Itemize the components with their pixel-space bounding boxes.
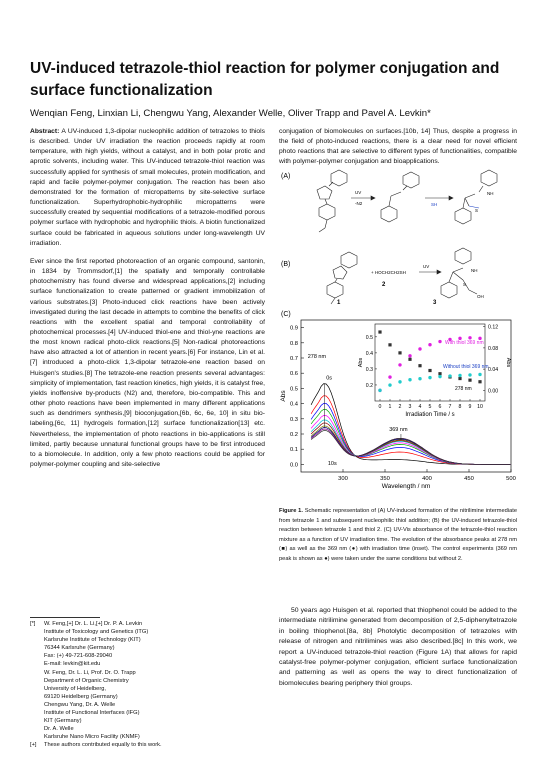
inset-y-left-label: Abs — [358, 357, 364, 368]
y-tick-label: 0.0 — [289, 462, 298, 469]
x-tick-label: 300 — [338, 476, 348, 482]
y-tick-label: 0.8 — [289, 340, 298, 347]
affiliation-marker — [30, 693, 44, 701]
inset-y-left-tick-label: 0.4 — [365, 350, 373, 357]
affiliation-marker — [30, 733, 44, 741]
affiliation-line — [30, 741, 270, 749]
affiliation-marker — [30, 636, 44, 644]
affiliation-text: Karlsruhe Institute of Technology (KIT) — [44, 637, 141, 644]
inset-x-tick-label: 3 — [408, 404, 412, 410]
affiliation-text: Institute of Toxicology and Genetics (ITG) — [44, 629, 149, 636]
affiliation-text: Fax: (+) 49-721-608-29040 — [44, 653, 113, 660]
left-column — [30, 127, 265, 478]
affiliation-line — [30, 693, 270, 701]
inset-x-tick-label: 5 — [428, 404, 432, 410]
affiliation-marker — [30, 725, 44, 733]
affiliation-text: Chengwu Yang, Dr. A. Welle — [44, 701, 116, 708]
inset-point-square — [418, 364, 421, 367]
affiliation-text: Karlsruhe Nano Micro Facility (KNMF) — [44, 734, 140, 741]
phenyl-ring-a1 — [331, 170, 347, 186]
annotation-0s: 0s — [326, 375, 333, 382]
inset-x-axis-label: Irradiation Time / s — [405, 412, 455, 418]
aryl-ring-a2 — [381, 206, 397, 222]
aryl-ring-b2 — [441, 282, 457, 298]
aryl-ring-a1 — [319, 204, 335, 220]
affiliation-line — [30, 644, 270, 652]
inset-x-tick-label: 8 — [458, 404, 462, 410]
right-paragraph-2 — [279, 606, 517, 689]
affiliation-marker — [30, 644, 44, 652]
affiliation-text: E-mail: levkin@kit.edu — [44, 661, 101, 668]
affiliation-text: Department of Organic Chemistry — [44, 677, 129, 684]
affiliation-line — [30, 669, 270, 677]
phenyl-ring-a3 — [481, 170, 497, 186]
aryl-ring-a3 — [455, 208, 471, 224]
affiliation-text: 76344 Karlsruhe (Germany) — [44, 645, 115, 652]
inset-point-circle — [388, 375, 391, 378]
inset-point-circle — [428, 376, 431, 379]
affiliation-line — [30, 725, 270, 733]
inset-point-circle — [378, 389, 381, 392]
inset-point-square — [458, 377, 461, 380]
affiliation-line — [30, 709, 270, 717]
inset-point-square — [388, 343, 391, 346]
panel-a-label: (A) — [281, 173, 291, 180]
footnote-divider — [30, 617, 100, 618]
author-list: Wenqian Feng, Linxian Li, Chengwu Yang, Alexander Welle, Oliver Trapp and Pavel A. Levkin* — [30, 108, 431, 119]
y-tick-label: 0.3 — [289, 416, 298, 423]
inset-point-circle — [468, 373, 471, 376]
product-a-nh: NH — [487, 191, 494, 196]
affiliation-marker: [*] — [30, 621, 36, 627]
caption-text: Schematic representation of (A) UV-induced formation of the nitrilimine intermediate from tetrazole 1 and subsequent nucleophilic thiol addition; (B) the UV-induced tetrazole-thiol reaction between tetrazole 1 and thiol 2. (C) UV-Vis absorbance of the tetrazole-thiol reaction mixture as a function of UV irradiation time. The evolution of the absorbance peaks at 278 nm (■) as well as the 369 nm (●) with irradiation time (inset). The control experiments (369 nm peak is shown as ●) were taken under the same conditions but without 2. — [279, 508, 517, 562]
affiliations — [30, 620, 270, 750]
compound-1-label: 1 — [337, 300, 341, 306]
inset-point-square — [438, 372, 441, 375]
inset-point-circle — [408, 354, 411, 357]
affiliation-line — [30, 620, 270, 628]
y-tick-label: 0.9 — [289, 325, 298, 332]
inset-point-square — [478, 380, 481, 383]
paper-title: UV-induced tetrazole-thiol reaction for polymer conjugation and surface functionalization — [30, 60, 500, 99]
affiliation-marker — [30, 628, 44, 636]
inset-y-right-label: Abs — [505, 357, 511, 368]
figure-1 — [279, 168, 519, 504]
x-tick-label: 400 — [422, 476, 432, 482]
affiliation-line — [30, 701, 270, 709]
spectrum-line — [311, 415, 510, 464]
tetrazole-ring-b — [333, 266, 347, 279]
panel-c-label: (C) — [281, 311, 291, 318]
y-tick-label: 0.4 — [289, 401, 298, 408]
aryl-ring-b1 — [327, 282, 343, 298]
inset-point-square — [408, 358, 411, 361]
inset-point-circle — [438, 375, 441, 378]
inset-point-circle — [458, 374, 461, 377]
inset-y-left-tick-label: 0.5 — [365, 334, 373, 341]
affiliation-line — [30, 628, 270, 636]
product-a-s: S — [475, 208, 479, 213]
inset-point-square — [378, 330, 381, 333]
affiliation-text: KIT (Germany) — [44, 718, 82, 725]
affiliation-line — [30, 652, 270, 660]
affiliation-marker: [+] — [30, 742, 37, 749]
inset-x-tick-label: 4 — [418, 404, 422, 410]
inset-x-tick-label: 10 — [477, 404, 483, 410]
scheme-b-reagent: + HOCH2CH2SH — [371, 270, 406, 275]
y-tick-label: 0.2 — [289, 432, 298, 438]
phenyl-ring-b2 — [455, 248, 471, 264]
inset-y-left-tick-label: 0.2 — [365, 382, 373, 389]
abstract-paragraph — [30, 127, 265, 249]
affiliation-marker — [30, 709, 44, 717]
spectrum-line — [311, 431, 510, 468]
affiliation-line — [30, 685, 270, 693]
annotation-369nm: 369 nm — [389, 426, 408, 433]
affiliation-line — [30, 660, 270, 668]
inset-x-tick-label: 6 — [438, 404, 442, 410]
inset-y-left-tick-label: 0.3 — [365, 366, 373, 373]
inset-x-tick-label: 7 — [448, 404, 452, 410]
compound-3-label: 3 — [433, 300, 437, 306]
inset-label-278nm: 278 nm — [455, 386, 472, 392]
y-tick-label: 0.5 — [289, 386, 298, 393]
right-paragraph-1: conjugation of biomolecules on surfaces.[10b, 14] Thus, despite a progress in the field of photo-induced reactions, there is a clear need for novel efficient photo reactions that are selective to different types of functionalities, compatible with polymer-polymer conjugation and bioapplications. — [279, 128, 517, 166]
scheme-a — [317, 170, 497, 232]
annotation-278nm: 278 nm — [307, 354, 327, 360]
x-tick-label: 500 — [506, 476, 516, 482]
compound-3-nh: NH — [471, 268, 478, 273]
arrow-b-uv: UV — [423, 264, 430, 269]
compound-2-label: 2 — [382, 282, 386, 288]
affiliation-marker — [30, 685, 44, 693]
affiliation-marker — [30, 701, 44, 709]
uv-vis-chart — [280, 320, 516, 490]
inset-label-without-thiol: Without thiol 369 nm — [443, 364, 489, 370]
x-tick-label: 350 — [380, 476, 390, 482]
arrow-a1-uv: UV — [355, 190, 362, 195]
affiliation-text: University of Heidelberg, — [44, 685, 106, 692]
inset-y-right-tick-label: 0.00 — [488, 388, 499, 395]
affiliation-marker — [30, 677, 44, 685]
affiliation-text: Institute of Functional Interfaces (IFG) — [44, 710, 140, 717]
inset-point-circle — [388, 383, 391, 386]
x-tick-label: 450 — [464, 476, 474, 482]
scheme-b — [327, 248, 477, 304]
compound-3-oh: OH — [477, 294, 484, 299]
affiliation-line — [30, 636, 270, 644]
inset-point-square — [398, 351, 401, 354]
affiliation-text: W. Feng,[+] Dr. L. Li,[+] Dr. P. A. Levkin — [44, 621, 143, 627]
inset-point-circle — [418, 377, 421, 380]
affiliation-text: Dr. A. Welle — [44, 726, 74, 733]
y-axis-label: Abs — [280, 390, 287, 402]
phenyl-ring-a2 — [403, 172, 419, 188]
y-tick-label: 0.7 — [289, 356, 298, 362]
inset-point-circle — [408, 378, 411, 381]
inset-label-with-thiol: With thiol 369 nm — [445, 340, 484, 346]
affiliation-marker — [30, 669, 44, 677]
compound-3-s: S — [463, 282, 467, 287]
inset-y-right-tick-label: 0.08 — [488, 345, 499, 352]
inset-point-square — [428, 369, 431, 372]
phenyl-ring-b1 — [341, 252, 357, 268]
inset-point-circle — [478, 373, 481, 376]
affiliation-text: 69120 Heidelberg (Germany) — [44, 693, 118, 700]
inset-point-circle — [428, 343, 431, 346]
inset-point-circle — [418, 347, 421, 350]
x-axis-label: Wavelength / nm — [381, 483, 431, 490]
inset-point-circle — [468, 336, 471, 339]
affiliation-text: These authors contributed equally to this work. — [44, 742, 162, 749]
y-tick-label: 0.6 — [289, 371, 298, 378]
figure-caption — [279, 507, 517, 564]
y-tick-label: 0.1 — [289, 447, 298, 454]
inset-x-tick-label: 1 — [388, 404, 392, 410]
affiliation-line — [30, 733, 270, 741]
affiliation-line — [30, 677, 270, 685]
inset-point-circle — [448, 374, 451, 377]
intro-paragraph: Ever since the first reported photoreaction of an organic compound, santonin, in 1834 by Trommsdorf,[1] the spatially and temporally controllable photochemistry has found diverse and widespread applications,[2] including surface functionalization to create patterned or gradient immobilization of various substrates.[3] Photo-induced click reactions have been actively investigated during the last decade in attempts to combine the benefits of click reactions with the excellent spatial and temporal controllability of photochemical processes.[4] UV-induced thiol-ene and thiol-yne reactions are the most known radical photo-click reactions.[5] Non-radical photoreactions have also attracted a lot of attention in recent years.[6] For instance, Lin et al.[7] introduced a photo-click 1,3-dipolar tetrazole-ene reaction based on Huisgen's studies.[8] The tetrazole-ene reaction presents several advantages: simplicity of implementation, fast reaction kinetics, high yields, it is catalyst free, yields inoffensive by-products (N2) and, therefore, bio-compatible. This and other photo reactions have been implemented in many different applications such as dendrimers synthesis,[9] bioconjugation,[6b, 6c, 6e, 10] in situ bio-labeling,[6c, 11] hydrogels formation,[12] surface functionalization[13] etc. Nevertheless, the implementation of photo reactions in bio-applications is still limited, partly because unnatural functional groups have to be first introduced to a biomolecule. In addition, only a few photo reactions could be applied for polymer-polymer coupling and site-selective — [30, 257, 265, 468]
inset-point-circle — [398, 380, 401, 383]
tetrazole-ring — [317, 186, 332, 199]
affiliation-text: W. Feng, Dr. L. Li, Prof. Dr. O. Trapp — [44, 669, 136, 676]
panel-b-label: (B) — [281, 261, 291, 268]
inset-point-square — [468, 379, 471, 382]
inset-y-right-tick-label: 0.12 — [488, 324, 499, 331]
inset-x-tick-label: 2 — [398, 404, 402, 410]
affiliation-marker — [30, 717, 44, 725]
affiliation-line — [30, 717, 270, 725]
affiliation-marker — [30, 660, 44, 668]
inset-point-circle — [398, 363, 401, 366]
inset-x-tick-label: 9 — [468, 404, 472, 410]
abstract-text: A UV-induced 1,3-dipolar nucleophilic addition of tetrazoles to thiols is described. Under UV irradiation the reaction proceeds rapidly at room temperature, with high yields, without a catalyst, and in both polar protic and aprotic solvents, including water. This UV-induced tetrazole-thiol reaction was successfully applied for synthesis of small molecules, protein modification, and rapid and facile polymer-polymer conjugation. The reaction has been also demonstrated for the formation of micropatterns by site-selective surface functionalization. Superhydrophobic-hydrophilic micropatterns were successfully created by sequential modifications of a tetrazole-modified porous polymer surface with hydrophobic and hydrophilic thiols. A biotin functionalized surface could be fabricated in aqueous solutions under long-wavelength UV irradiation. — [30, 128, 265, 247]
inset-y-right-tick-label: 0.04 — [488, 367, 499, 374]
annotation-10s: 10s — [327, 461, 337, 468]
abstract-label: Abstract: — [30, 128, 60, 135]
affiliation-marker — [30, 652, 44, 660]
arrow-a1-n2: -N2 — [355, 201, 363, 206]
arrow-a2-sh: SH — [431, 202, 438, 207]
right-paragraph-2-text: 50 years ago Huisgen et al. reported that thiophenol could be added to the intermediate nitrilimine generated from decomposition of 2,5-diphenyltetrazole in boiling thiophenol.[8a, 8b] Photolytic decomposition of tetrazoles with release of nitrogen and nitrilimines was also described.[8c] In this work, we report a UV-induced tetrazole-thiol reaction (Figure 1A) that allows for rapid catalyst-free polymer-polymer conjugation, efficient surface functionalization and patterning as well as opens the way to direct functionalization of biomolecules bearing periphery thiol groups. — [279, 607, 517, 687]
inset-x-tick-label: 0 — [378, 404, 382, 410]
caption-label: Figure 1. — [279, 508, 303, 514]
inset-point-circle — [438, 340, 441, 343]
